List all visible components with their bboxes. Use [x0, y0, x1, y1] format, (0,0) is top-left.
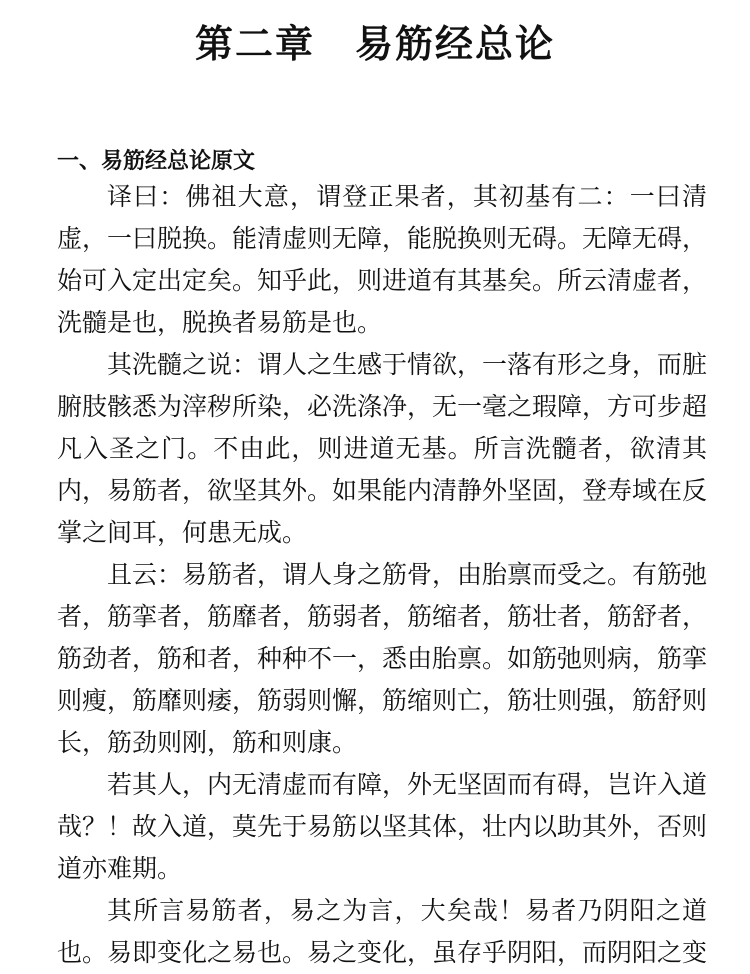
- chapter-title: 第二章 易筋经总论: [194, 21, 555, 66]
- paragraph: 且云：易筋者，谓人身之筋骨，由胎禀而受之。有筋弛者，筋挛者，筋靡者，筋弱者，筋缩者，筋壮者，筋舒者，筋劲者，筋和者，种种不一，悉由胎禀。如筋弛则病，筋挛则瘦，筋靡则痿，筋弱则懈，筋缩则亡，筋壮则强，筋舒则长，筋劲则刚，筋和则康。: [57, 560, 708, 757]
- paragraph: 译曰：佛祖大意，谓登正果者，其初基有二：一曰清虚，一曰脱换。能清虚则无障，能脱换则无碍。无障无碍，始可入定出定矣。知乎此，则进道有其基矣。所云清虚者，洗髓是也，脱换者易筋是也。: [57, 182, 708, 337]
- paragraph: 其洗髓之说：谓人之生感于情欲，一落有形之身，而脏腑肢骸悉为滓秽所染，必洗涤净，无一毫之瑕障，方可步超凡入圣之门。不由此，则进道无基。所言洗髓者，欲清其内，易筋者，欲坚其外。如果能内清静外坚固，登寿域在反掌之间耳，何患无成。: [57, 350, 708, 547]
- body-text: [57, 176, 707, 974]
- paragraph: 若其人，内无清虚而有障，外无坚固而有碍，岂许入道哉？！故入道，莫先于易筋以坚其体，壮内以助其外，否则道亦难期。: [57, 770, 708, 883]
- section-heading: 一、易筋经总论原文: [57, 148, 256, 174]
- paragraph: 其所言易筋者，易之为言，大矣哉！易者乃阴阳之道也。易即变化之易也。易之变化，虽存乎阴阳，而阴阳之变: [57, 896, 708, 967]
